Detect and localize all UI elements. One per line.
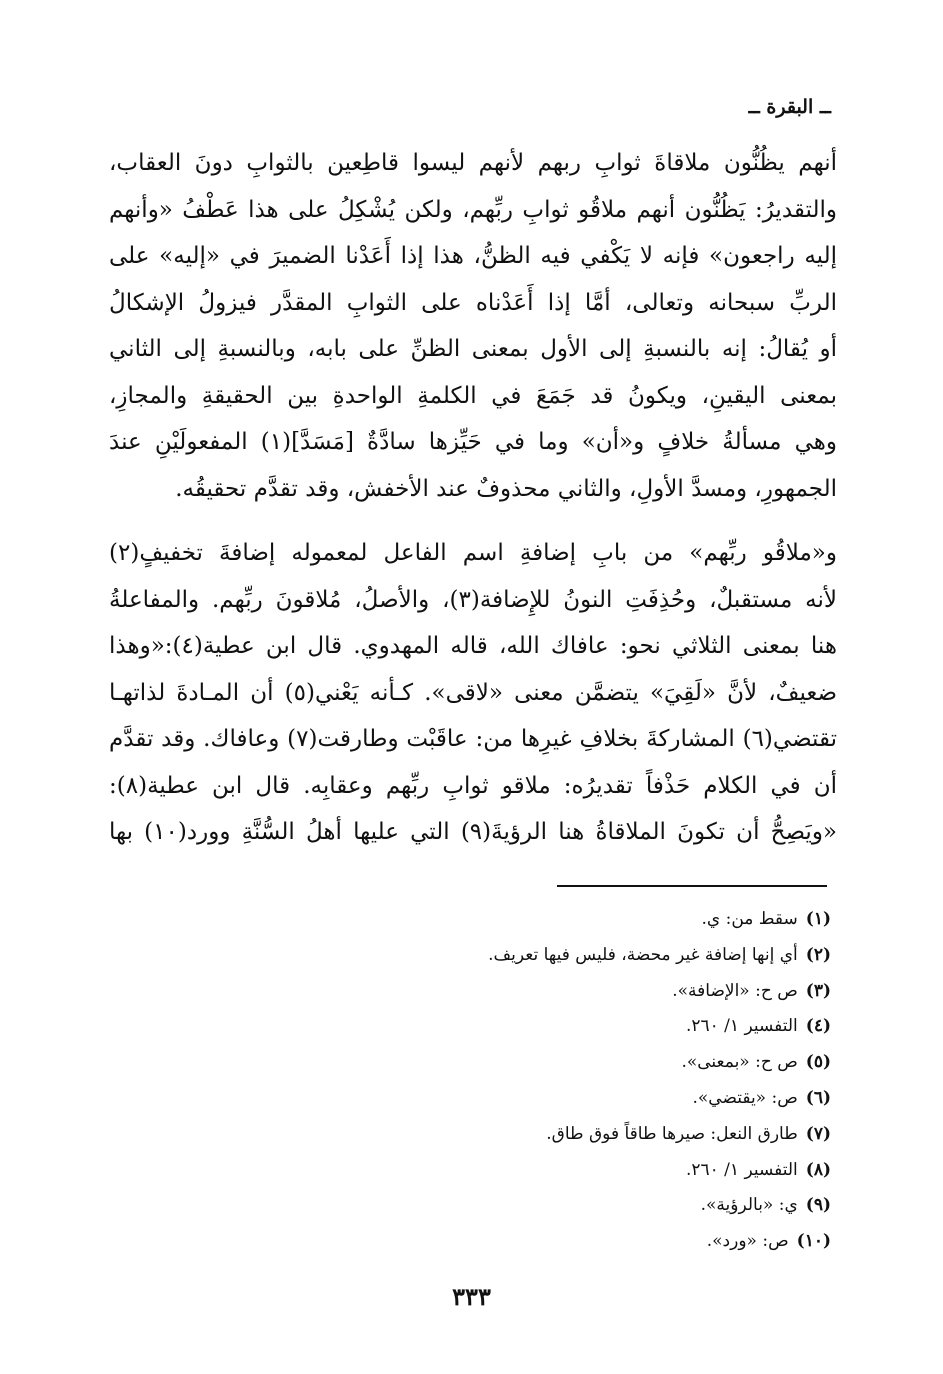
paragraph-2	[109, 530, 837, 856]
footnote-number: (١)	[805, 909, 831, 929]
text-line: والتقديرُ: يَظُنُّون أنهم ملاقُو ثوابِ ربِّهم، ولكن يُشْكِلُ على هذا عَطْفُ «وأنهم	[109, 196, 837, 223]
footnote-text: طارق النعل: صيرها طاقاً فوق طاق.	[546, 1123, 798, 1144]
footnotes-list	[131, 902, 831, 1260]
footnote	[131, 1153, 831, 1189]
footnote-text: التفسير ١/ ٢٦٠.	[685, 1016, 798, 1037]
text-line: لأنه مستقبلٌ، وحُذِفَتِ النونُ للإِضافة(٣)، والأصلُ، مُلاقونَ ربِّهم. والمفاعلةُ	[109, 586, 837, 613]
text-line: و«ملاقُو ربِّهم» من بابِ إضافةِ اسم الفاعل لمعموله إضافةَ تخفيفٍ(٢)	[109, 540, 837, 566]
text-line: أنهم يظُنُّون ملاقاةَ ثوابِ ربهم لأنهم ليسوا قاطِعين بالثوابِ دونَ العقاب،	[109, 150, 837, 176]
footnote-number: (٣)	[805, 980, 831, 1001]
footnote-number: (٢)	[805, 944, 831, 965]
footnote-number: (٤)	[805, 1016, 831, 1037]
footnote-number: (٩)	[805, 1195, 831, 1216]
text-line: هنا بمعنى الثلاثي نحو: عافاك الله، قاله المهدوي. قال ابن عطية(٤):«وهذا	[109, 633, 837, 659]
text-line: أو يُقالُ: إنه بالنسبةِ إلى الأول بمعنى الظنِّ على بابه، وبالنسبةِ إلى الثاني	[109, 336, 837, 362]
text-line: إليه راجعون» فإنه لا يَكْفي فيه الظنُّ، هذا إذا أَعَدْنا الضميرَ في «إليه» على	[109, 243, 837, 269]
footnote-text: أي إنها إضافة غير محضة، فليس فيها تعريف.	[488, 944, 798, 965]
footnote	[131, 1117, 831, 1153]
footnote-number: (٨)	[805, 1159, 831, 1180]
text-line: الربِّ سبحانه وتعالى، أمَّا إذا أَعَدْناه على الثوابِ المقدَّر فيزولُ الإشكالُ	[109, 289, 837, 316]
footnote-text: ص ح: «الإضافة».	[672, 980, 798, 1001]
footnote-text: ص: «يقتضي».	[692, 1087, 798, 1108]
text-line: ضعيفٌ، لأنَّ «لَقِيَ» يتضمَّن معنى «لاقى». كـأنه يَعْني(٥) أن المـادةَ لذاتهـا	[109, 679, 838, 706]
footnote-number: (٧)	[805, 1123, 831, 1144]
footnote	[131, 938, 831, 974]
footnote-number: (١٠)	[796, 1231, 831, 1252]
footnote-text: سقط من: ي.	[701, 909, 798, 929]
footnote	[131, 902, 831, 938]
running-head: ــ البقرة ــ	[748, 96, 831, 118]
text-line: الجمهورِ، ومسدَّ الأولِ، والثاني محذوفٌ عند الأخفش، وقد تقدَّم تحقيقُه.	[175, 475, 837, 502]
footnote	[131, 974, 831, 1010]
footnote-number: (٥)	[805, 1052, 831, 1073]
footnote-number: (٦)	[805, 1087, 831, 1108]
footnote	[131, 1045, 831, 1081]
main-text	[109, 140, 837, 856]
footnote-text: ي: «بالرؤية».	[700, 1195, 798, 1216]
paragraph-1	[109, 140, 837, 512]
footnote	[131, 1081, 831, 1117]
footnote-text: ص ح: «بمعنى».	[681, 1052, 798, 1073]
page-number: ٣٣٣	[452, 1282, 491, 1311]
footnote-text: التفسير ١/ ٢٦٠.	[685, 1159, 798, 1180]
footnote-text: ص: «ورد».	[706, 1231, 789, 1252]
text-line: «ويَصِحُّ أن تكونَ الملاقاةُ هنا الرؤيةَ(٩) التي عليها أهلُ السُّنَّةِ وورد(١٠) بها	[109, 819, 838, 845]
footnote-divider	[557, 885, 827, 887]
footnote	[131, 1188, 831, 1224]
text-line: أن في الكلام حَذْفاً تقديرُه: ملاقو ثوابِ ربِّهم وعقابِه. قال ابن عطية(٨):	[109, 772, 837, 799]
text-line: بمعنى اليقينِ، ويكونُ قد جَمَعَ في الكلمةِ الواحدةِ بين الحقيقةِ والمجازِ،	[109, 382, 837, 409]
footnote	[131, 1009, 831, 1045]
footnote	[131, 1224, 831, 1260]
text-line: وهي مسألةُ خلافٍ و«أن» وما في حَيِّزها سادَّةٌ [مَسَدَّ](١) المفعولَيْنِ عندَ	[109, 429, 837, 455]
text-line: تقتضي(٦) المشاركةَ بخلافِ غيرِها من: عاقَبْت وطارقت(٧) وعافاك. وقد تقدَّم	[109, 726, 837, 752]
